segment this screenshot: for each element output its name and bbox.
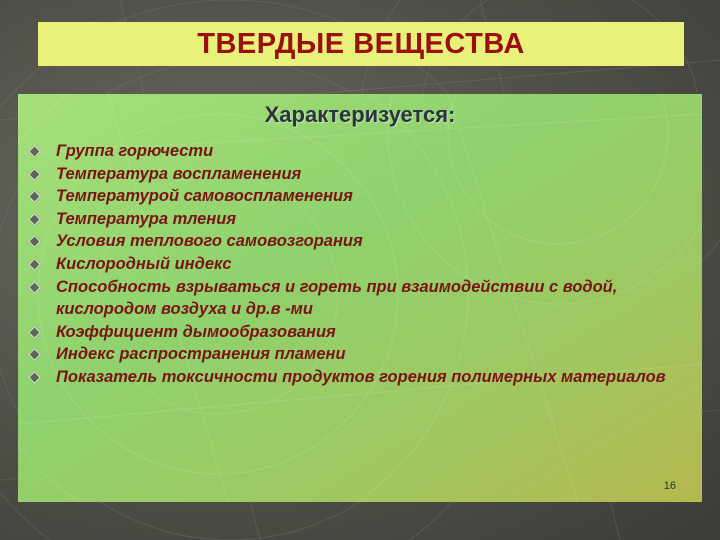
list-item xyxy=(28,163,688,186)
diamond-bullet-icon xyxy=(28,230,56,253)
list-item xyxy=(28,208,688,231)
diamond-bullet-icon xyxy=(28,276,56,299)
list-item xyxy=(28,140,688,163)
list-item-text: Температурой самовоспламенения xyxy=(56,187,353,206)
list-item-text: Показатель токсичности продуктов горения полимерных материалов xyxy=(56,367,666,386)
list-item xyxy=(28,343,688,366)
list-item xyxy=(28,230,688,253)
diamond-bullet-icon xyxy=(28,163,56,186)
list-item-text: Температура тления xyxy=(56,209,237,228)
list-item-text: Кислородный индекс xyxy=(56,254,232,273)
diamond-bullet-icon xyxy=(28,185,56,208)
list-item xyxy=(28,185,688,208)
title-bar xyxy=(38,22,684,66)
diamond-bullet-icon xyxy=(28,343,56,366)
list-item xyxy=(28,276,688,321)
list-item-text: Температура воспламенения xyxy=(56,164,302,183)
page-number: 16 xyxy=(663,480,676,492)
list-item xyxy=(28,366,688,389)
subtitle: Характеризуется: xyxy=(264,102,456,127)
content-panel xyxy=(18,94,702,502)
diamond-bullet-icon xyxy=(28,253,56,276)
characteristics-list xyxy=(28,140,688,389)
list-item xyxy=(28,253,688,276)
diamond-bullet-icon xyxy=(28,140,56,163)
list-item-text: Группа горючести xyxy=(56,142,214,160)
diamond-bullet-icon xyxy=(28,366,56,389)
list-item xyxy=(28,321,688,344)
list-item-text: Коэффициент дымообразования xyxy=(56,322,336,341)
list-item-text: Индекс распространения пламени xyxy=(56,345,346,364)
list-item-text: Условия теплового самовозгорания xyxy=(56,232,363,251)
diamond-bullet-icon xyxy=(28,208,56,231)
list-item-text: Способность взрываться и гореть при взаимодействии с водой, кислородом воздуха и др.в -ми xyxy=(56,277,618,319)
diamond-bullet-icon xyxy=(28,321,56,344)
slide-title: ТВЕРДЫЕ ВЕЩЕСТВА xyxy=(197,27,525,60)
